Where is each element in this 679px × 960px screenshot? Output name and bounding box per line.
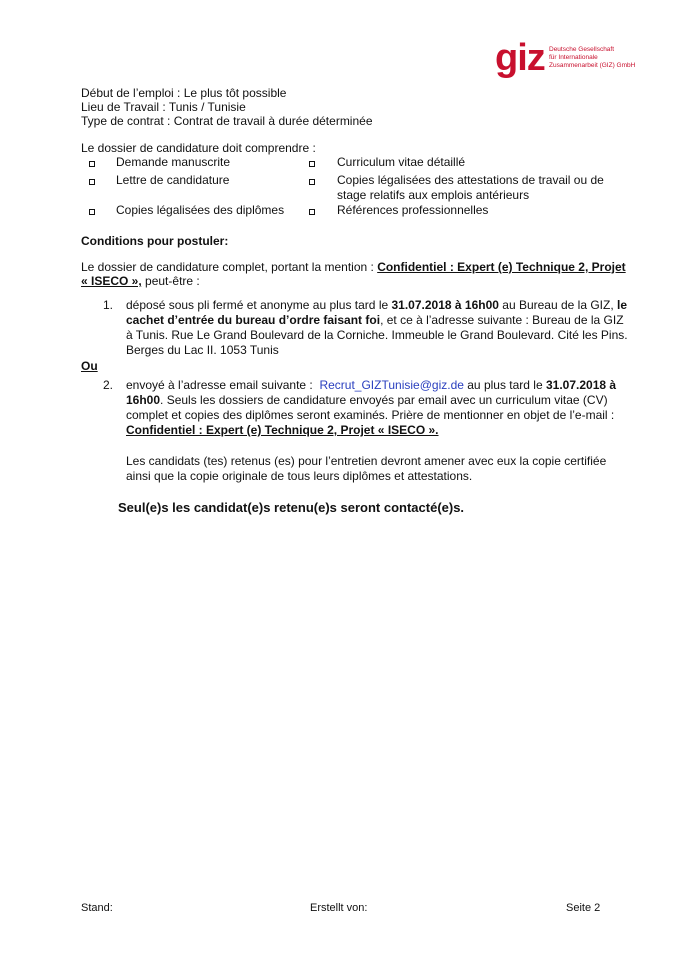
logo-line-2: für Internationale	[549, 54, 598, 61]
dossier-intro: Le dossier de candidature doit comprendre :	[81, 141, 316, 155]
conditions-heading: Conditions pour postuler:	[81, 234, 229, 248]
item2-paragraph-line-2: ainsi que la copie originale de tous leurs diplômes et attestations.	[126, 469, 473, 483]
item2-line-3: complet et copies des diplômes seront examinés. Prière de mentionner en objet de l’e-mail :	[126, 408, 615, 422]
closing-note: Seul(e)s les candidat(e)s retenu(e)s seront contacté(e)s.	[118, 500, 465, 515]
conditions-intro-end: peut-être :	[141, 274, 200, 288]
footer-author: Erstellt von:	[310, 902, 368, 914]
footer-page-number: Seite 2	[566, 902, 601, 914]
conditions-intro-continued	[81, 274, 200, 289]
deadline-date: 31.07.2018 à	[545, 378, 617, 392]
footer-stand: Stand:	[81, 902, 113, 914]
deadline-time: 16h00	[126, 393, 161, 407]
item1-line-2	[126, 313, 624, 328]
deadline-date: 31.07.2018 à 16h00	[391, 298, 499, 312]
checkbox-icon	[89, 161, 95, 167]
item2-text: au plus tard le	[463, 378, 546, 392]
email-link[interactable]: Recrut_GIZTunisie@giz.de	[319, 378, 464, 392]
giz-logo	[495, 37, 665, 80]
email-subject-mention: Confidentiel : Expert (e) Technique 2, Projet « ISECO ».	[126, 423, 439, 437]
dossier-item: Curriculum vitae détaillé	[337, 155, 466, 169]
start-date-line: Début de l’emploi : Le plus tôt possible	[81, 86, 287, 100]
dossier-item: Demande manuscrite	[116, 155, 231, 169]
item1-line-1	[126, 298, 627, 313]
checkbox-icon	[309, 209, 315, 215]
item1-line-3: à Tunis. Rue Le Grand Boulevard de la Corniche. Immeuble le Grand Boulevard. Cité les Pins.	[126, 328, 628, 342]
stamp-note: cachet d’entrée du bureau d’ordre faisant foi	[126, 313, 381, 327]
conditions-intro-text: Le dossier de candidature complet, portant la mention :	[81, 260, 378, 274]
dossier-item: Références professionnelles	[337, 203, 489, 217]
item-number: 1.	[103, 298, 114, 312]
item1-text: , et ce à l’adresse suivante : Bureau de la GIZ	[380, 313, 624, 327]
dossier-item: Copies légalisées des diplômes	[116, 203, 285, 217]
conditions-intro	[81, 260, 626, 275]
logo-line-1: Deutsche Gesellschaft	[549, 46, 615, 53]
logo-mark: giz	[495, 37, 545, 79]
location-line: Lieu de Travail : Tunis / Tunisie	[81, 100, 246, 114]
item1-text: déposé sous pli fermé et anonyme au plus tard le	[126, 298, 392, 312]
dossier-item-continued: stage relatifs aux emplois antérieurs	[337, 188, 530, 202]
logo-text	[549, 46, 635, 70]
item2-line-2	[126, 393, 608, 408]
item-number: 2.	[103, 378, 114, 392]
item1-text: au Bureau de la GIZ,	[498, 298, 618, 312]
dossier-item: Copies légalisées des attestations de travail ou de	[337, 173, 604, 187]
mention-title: Confidentiel : Expert (e) Technique 2, Projet	[377, 260, 626, 274]
item2-text: . Seuls les dossiers de candidature envoyés par email avec un curriculum vitae (CV)	[160, 393, 608, 407]
item1-text-bold: le	[617, 298, 628, 312]
item2-text: envoyé à l’adresse email suivante :	[126, 378, 317, 392]
mention-project: « ISECO »,	[81, 274, 142, 288]
item2-paragraph-line-1: Les candidats (tes) retenus (es) pour l’entretien devront amener avec eux la copie certifiée	[126, 454, 607, 468]
contract-type-line: Type de contrat : Contrat de travail à durée déterminée	[81, 114, 373, 128]
item2-line-1	[126, 378, 616, 393]
or-label: Ou	[81, 359, 98, 373]
checkbox-icon	[89, 179, 95, 185]
dossier-item: Lettre de candidature	[116, 173, 230, 187]
item1-line-4: Berges du Lac II. 1053 Tunis	[126, 343, 279, 357]
checkbox-icon	[309, 179, 315, 185]
checkbox-icon	[89, 209, 95, 215]
checkbox-icon	[309, 161, 315, 167]
logo-line-3: Zusammenarbeit (GIZ) GmbH	[549, 62, 636, 69]
